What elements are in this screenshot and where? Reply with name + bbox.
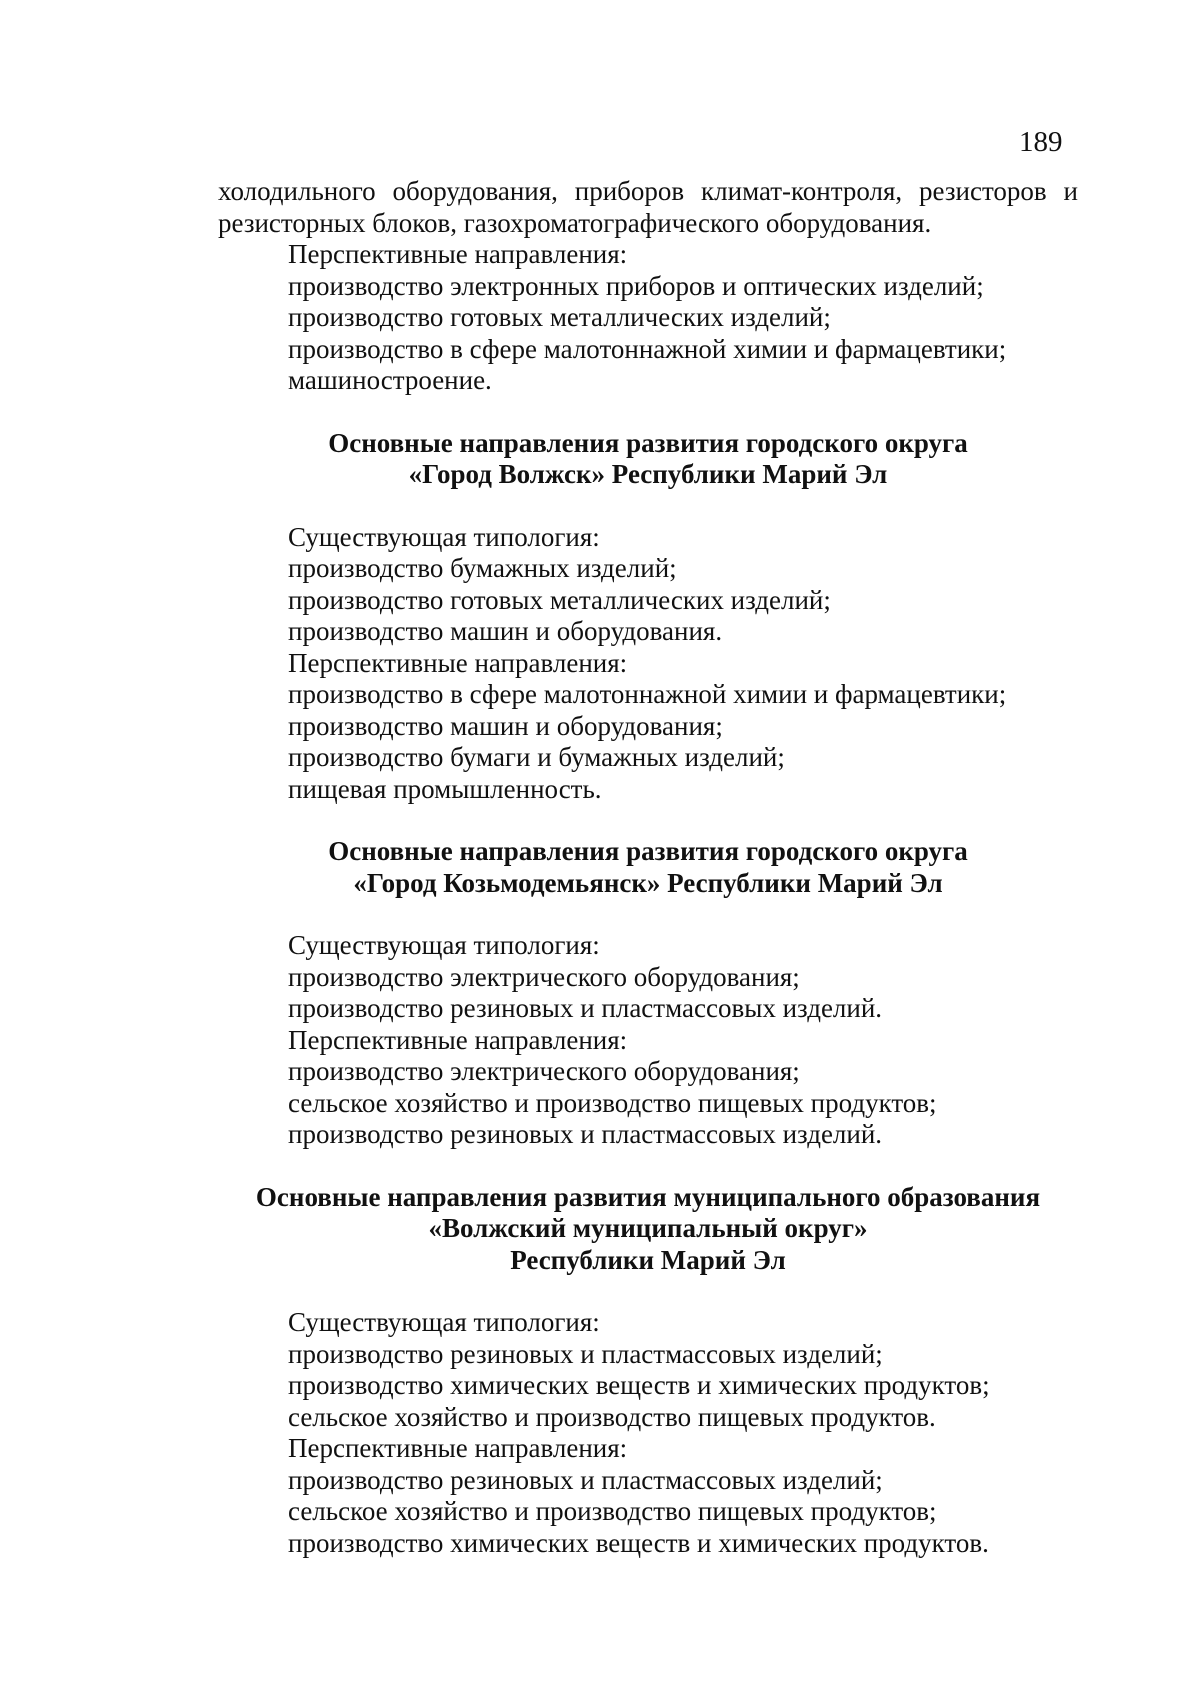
intro-line: машиностроение. <box>288 365 492 395</box>
section-line: Существующая типология: <box>288 1307 600 1337</box>
section-line: пищевая промышленность. <box>288 773 602 804</box>
intro-paragraph: холодильного оборудования, приборов климат-контроля, резисторов и резисторных блоков, газохроматографического оборудования. <box>218 176 1078 238</box>
section-line: производство электрического оборудования; <box>288 1056 800 1086</box>
section-line: производство готовых металлических изделий; <box>288 584 831 615</box>
page-number: 189 <box>1019 126 1063 158</box>
section-line: производство химических веществ и химических продуктов; <box>288 1370 990 1400</box>
section-line: производство в сфере малотоннажной химии и фармацевтики; <box>288 679 1007 709</box>
section-line: сельское хозяйство и производство пищевых продуктов; <box>288 1087 937 1118</box>
section-line: производство машин и оборудования; <box>288 710 723 741</box>
section-line: Перспективные направления: <box>288 1433 628 1463</box>
section-line: сельское хозяйство и производство пищевых продуктов; <box>288 1496 937 1526</box>
section-line: производство бумаги и бумажных изделий; <box>288 742 785 772</box>
section-line: Существующая типология: <box>288 930 600 960</box>
section-line: производство бумажных изделий; <box>288 553 677 583</box>
section-line: сельское хозяйство и производство пищевых продуктов. <box>288 1401 936 1432</box>
section-line: производство электрического оборудования; <box>288 961 800 992</box>
section-line: производство резиновых и пластмассовых изделий. <box>288 1119 883 1149</box>
section-line: производство резиновых и пластмассовых изделий; <box>288 1464 883 1495</box>
section-title: Республики Марий Эл <box>510 1244 786 1275</box>
section-title: «Волжский муниципальный округ» <box>428 1213 868 1243</box>
intro-line: производство готовых металлических изделий; <box>288 302 831 332</box>
section-line: производство резиновых и пластмассовых изделий. <box>288 993 883 1023</box>
section-line: производство машин и оборудования. <box>288 616 723 646</box>
section-line: производство резиновых и пластмассовых изделий; <box>288 1338 883 1369</box>
section-kozmodemyansk <box>218 836 1078 1151</box>
section-line: Существующая типология: <box>288 521 600 552</box>
section-line: производство химических веществ и химических продуктов. <box>288 1527 989 1558</box>
document-body <box>218 176 1078 1559</box>
section-line: Перспективные направления: <box>288 1024 628 1055</box>
section-title: Основные направления развития городского округа <box>328 836 968 866</box>
section-title: Основные направления развития городского округа <box>328 427 968 458</box>
section-title: «Город Волжск» Республики Марий Эл <box>408 459 888 489</box>
section-title: Основные направления развития муниципального образования <box>255 1181 1041 1212</box>
section-volzhsky-district <box>218 1182 1078 1560</box>
section-title: «Город Козьмодемьянск» Республики Марий Эл <box>353 867 943 898</box>
intro-line: производство в сфере малотоннажной химии и фармацевтики; <box>288 333 1007 364</box>
intro-line: производство электронных приборов и оптических изделий; <box>288 270 984 301</box>
section-line: Перспективные направления: <box>288 647 628 678</box>
intro-line: Перспективные направления: <box>288 239 628 269</box>
section-volzhsk <box>218 428 1078 806</box>
